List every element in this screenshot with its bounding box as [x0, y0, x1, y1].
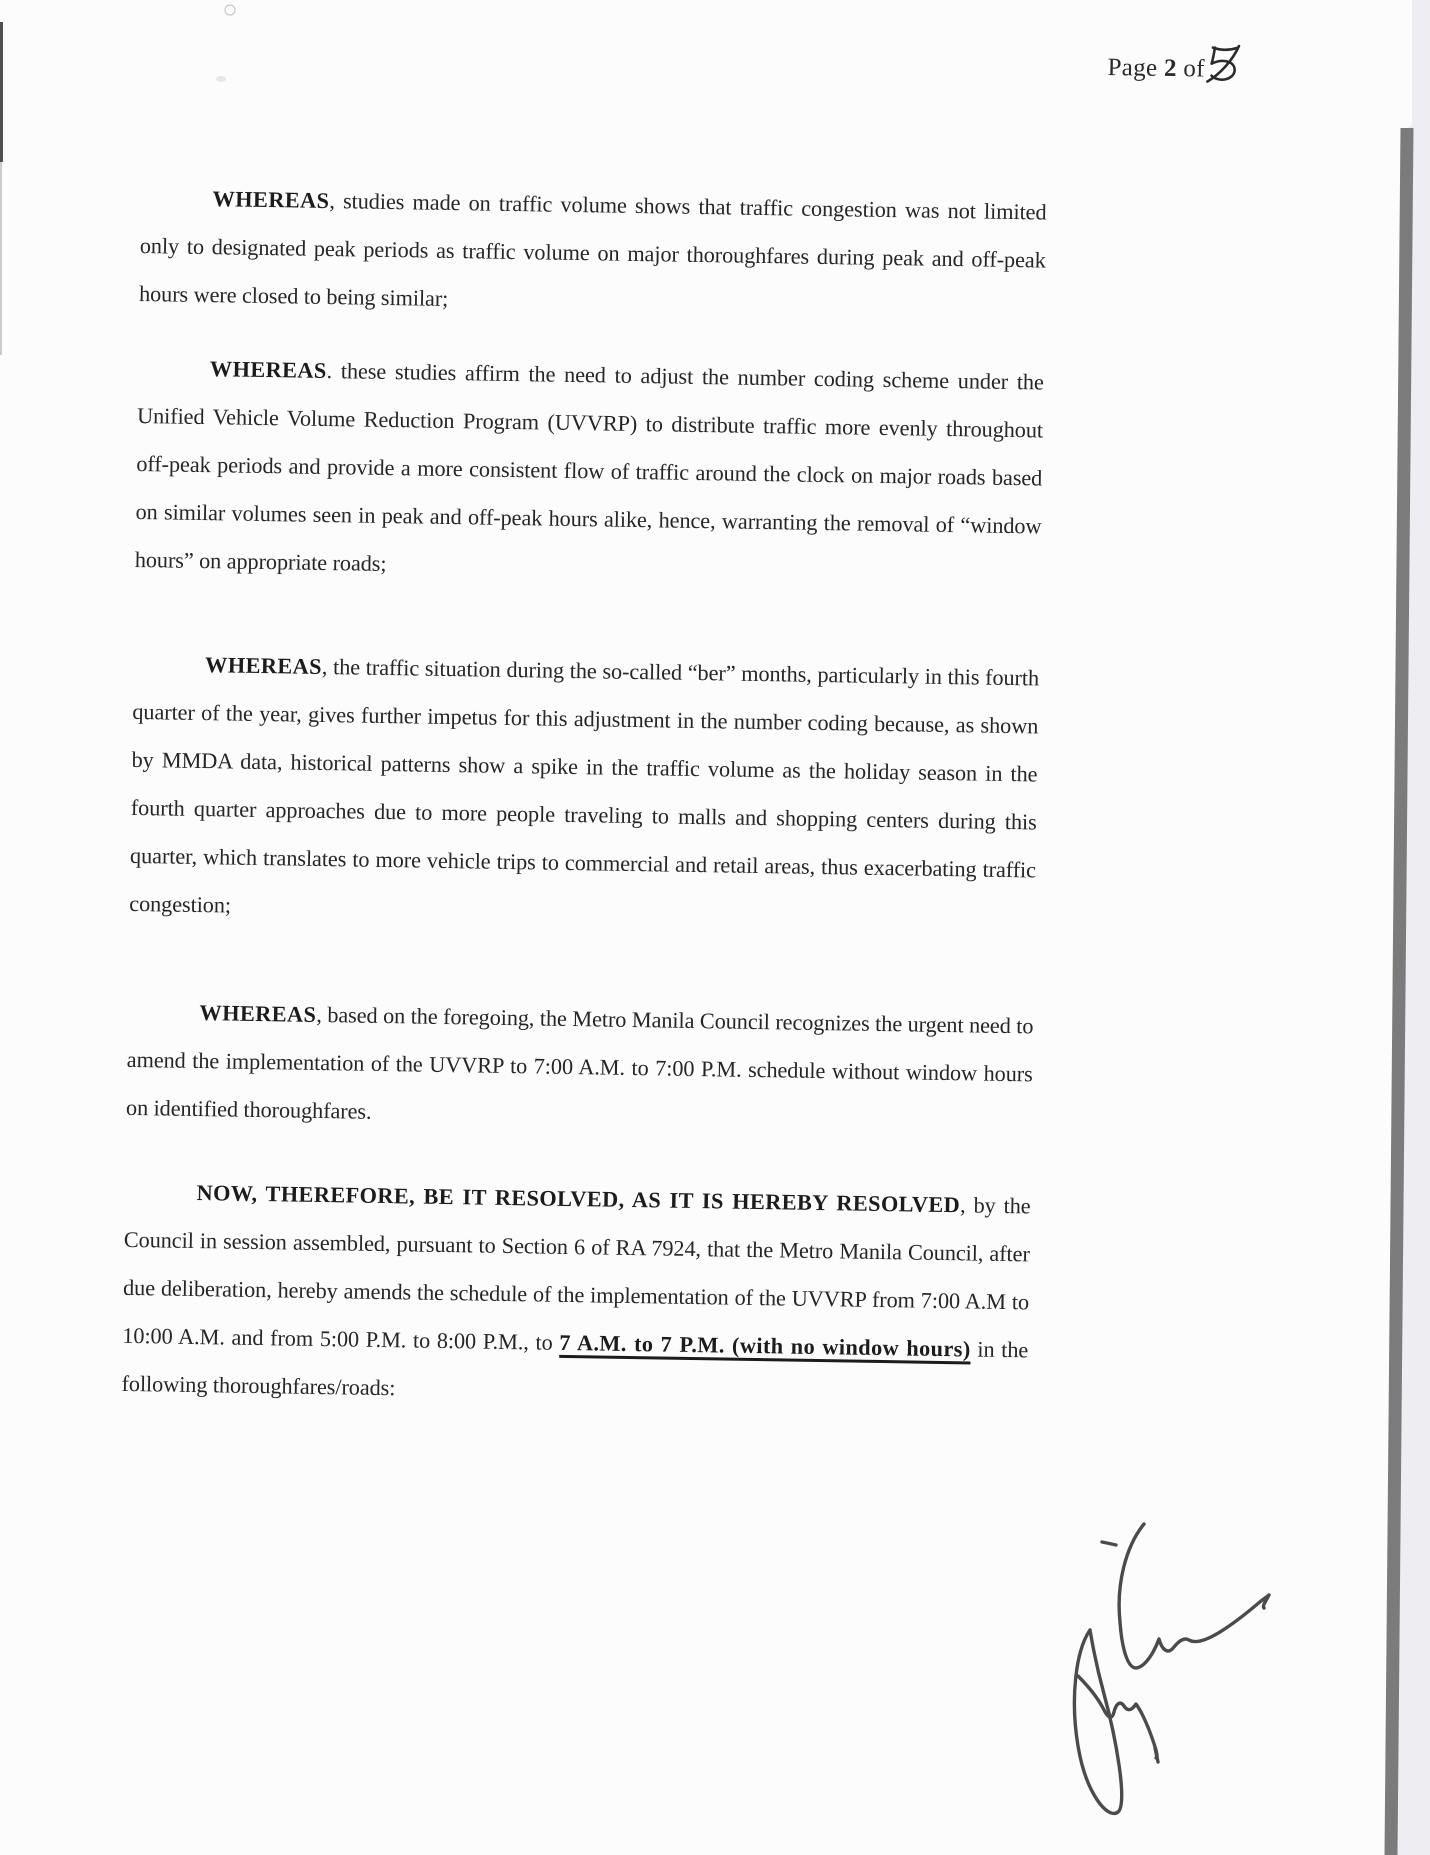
- faint-smudge: [216, 76, 226, 82]
- paragraph-resolution: NOW, THEREFORE, BE IT RESOLVED, AS IT IS HEREBY RESOLVED, by the Council in session assembled, pursuant to Section 6 of RA 7924, that the Metro Manila Council, after due deliberation, hereby amends the schedule of the implementation of the UVVRP from 7:00 A.M to 10:00 A.M. and from 5:00 P.M. to 8:00 P.M., to 7 A.M. to 7 P.M. (with no window hours) in the following thoroughfares/roads:: [121, 1180, 1031, 1401]
- document-body: [121, 174, 1047, 1422]
- page-edge-line: [1391, 128, 1407, 1855]
- paragraph-whereas-3: WHEREAS, the traffic situation during the so-called “ber” months, particularly in this fourth quarter of the year, gives further impetus for this adjustment in the number coding because, as shown by MMDA data, historical patterns show a spike in the traffic volume as the holiday season in the fourth quarter approaches due to more people traveling to malls and shopping centers during this quarter, which translates to more vehicle trips to commercial and retail areas, thus exacerbating traffic congestion;: [129, 652, 1040, 918]
- signature-scribble: [1058, 1498, 1298, 1838]
- handwritten-page-total-scribble: [1206, 44, 1243, 87]
- scan-outside-right: [1391, 0, 1430, 1855]
- signature-dash-stroke: [1102, 1542, 1116, 1545]
- page-number-header: [1107, 42, 1242, 86]
- paragraph-whereas-2: WHEREAS. these studies affirm the need to adjust the number coding scheme under the Unified Vehicle Volume Reduction Program (UVVRP) to distribute traffic more evenly throughout off-peak periods and provide a more consistent flow of traffic around the clock on major roads based on similar volumes seen in peak and off-peak hours alike, hence, warranting the removal of “window hours” on appropriate roads;: [134, 356, 1044, 576]
- left-edge-sliver: [0, 22, 3, 162]
- paragraph-whereas-1: WHEREAS, studies made on traffic volume shows that traffic congestion was not limited only to designated peak periods as traffic volume on major thoroughfares during peak and off-peak hours were closed to being similar;: [138, 186, 1047, 311]
- page-number: 2: [1163, 54, 1177, 83]
- faint-ring-mark: [225, 5, 235, 15]
- paragraph-whereas-4: WHEREAS, based on the foregoing, the Metro Manila Council recognizes the urgent need to amend the implementation of the UVVRP to 7:00 A.M. to 7:00 P.M. schedule without window hours on identified thoroughfares.: [125, 1000, 1034, 1124]
- signature-long-loop-stroke: [1074, 1630, 1121, 1813]
- of-word: of: [1183, 55, 1205, 83]
- signature-upper-loop-stroke: [1119, 1524, 1269, 1668]
- page-word: Page: [1107, 53, 1158, 82]
